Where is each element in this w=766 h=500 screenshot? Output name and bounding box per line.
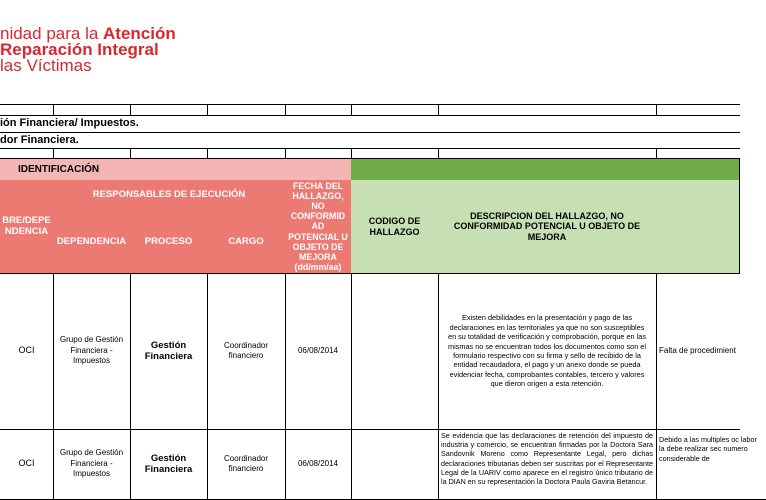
process-label: ión Financiera/ Impuestos. (0, 117, 139, 129)
grid-line (207, 104, 208, 115)
row1-causa: Falta de procedimient (656, 273, 740, 430)
grid-line (0, 132, 740, 133)
row2-dep: OCI (0, 429, 54, 500)
row1-codigo (351, 273, 439, 430)
responsible-label: dor Financiera. (0, 134, 79, 146)
grid-line (351, 104, 352, 115)
causa-header (656, 180, 740, 274)
section-header-green (351, 158, 740, 181)
codigo-header: CODIGO DE HALLAZGO (351, 180, 439, 274)
row1-proceso: Gestión Financiera (130, 273, 208, 430)
row2-cargo: Coordinador financiero (207, 429, 286, 500)
logo-line-3: las Víctimas (0, 56, 92, 75)
logo-line-2: Reparación Integral (0, 40, 159, 59)
grid-line (53, 148, 54, 158)
identificacion-header: IDENTIFICACIÓN (0, 158, 352, 181)
organization-logo (0, 22, 260, 74)
grid-line (53, 104, 54, 115)
logo-line-1: nidad para la Atención (0, 24, 176, 43)
row2-codigo (351, 429, 439, 500)
row1-cargo: Coordinador financiero (207, 273, 286, 430)
grid-line (285, 148, 286, 158)
grid-line (0, 104, 740, 105)
row1-fecha: 06/08/2014 (285, 273, 352, 430)
cargo-header: CARGO (207, 211, 286, 274)
fecha-header: FECHA DEL HALLAZGO, NO CONFORMID AD POTENCIAL U OBJETO DE MEJORA (dd/mm/aa) (285, 180, 352, 274)
row1-descripcion: Existen debilidades en la presentación y pago de las declaraciones en las territoriales ya que no son susceptibles en su totalidad de verificación y comprobación, porque en las mismas no se encuentran todos los documentos como son el formulario respectivo con su firma y sello de recibido de la entidad recaudadora, el pago y un anexo donde se pueda evidenciar fecha, comprobantes contables, tercero y valores que dieron origen a esta retención. (438, 273, 657, 430)
grid-line (656, 148, 657, 158)
grid-line (0, 148, 740, 149)
grid-line (130, 148, 131, 158)
grid-line (207, 148, 208, 158)
proceso-header: PROCESO (130, 211, 208, 274)
grid-line (285, 104, 286, 115)
descripcion-header: DESCRIPCION DEL HALLAZGO, NO CONFORMIDAD POTENCIAL U OBJETO DE MEJORA (438, 180, 657, 274)
grid-line (130, 104, 131, 115)
responsables-header: RESPONSABLES DE EJECUCIÓN (53, 180, 286, 212)
grid-line (438, 148, 439, 158)
dependencia-header: DEPENDENCIA (53, 211, 131, 274)
row2-proceso: Gestión Financiera (130, 429, 208, 500)
row1-dependencia: Grupo de Gestión Financiera - Impuestos (53, 273, 131, 430)
grid-line (351, 148, 352, 158)
row2-descripcion: Se evidencia que las declaraciones de retención del impuesto de industria y comercio, se encuentran firmadas por la Doctora Sara Sandovnik Moreno como Representante Legal, pero dichas declaraciones tributarias deben ser suscritas por el Representante Legal de la UARIV como aparece en el registro único tributario de la DIAN en su representación la Doctora Paula Gaviria Betancur. (438, 429, 657, 500)
nombre-dependencia-header: BRE/DEPE NDENCIA (0, 180, 54, 274)
row1-dep: OCI (0, 273, 54, 430)
row2-dependencia: Grupo de Gestión Financiera - Impuestos (53, 429, 131, 500)
grid-line (656, 104, 657, 115)
grid-line (0, 115, 740, 116)
row2-causa: Debido a las multiples oc labor la debe realizar sec numero considerable de (656, 429, 766, 500)
grid-line (438, 104, 439, 115)
row2-fecha: 06/08/2014 (285, 429, 352, 500)
